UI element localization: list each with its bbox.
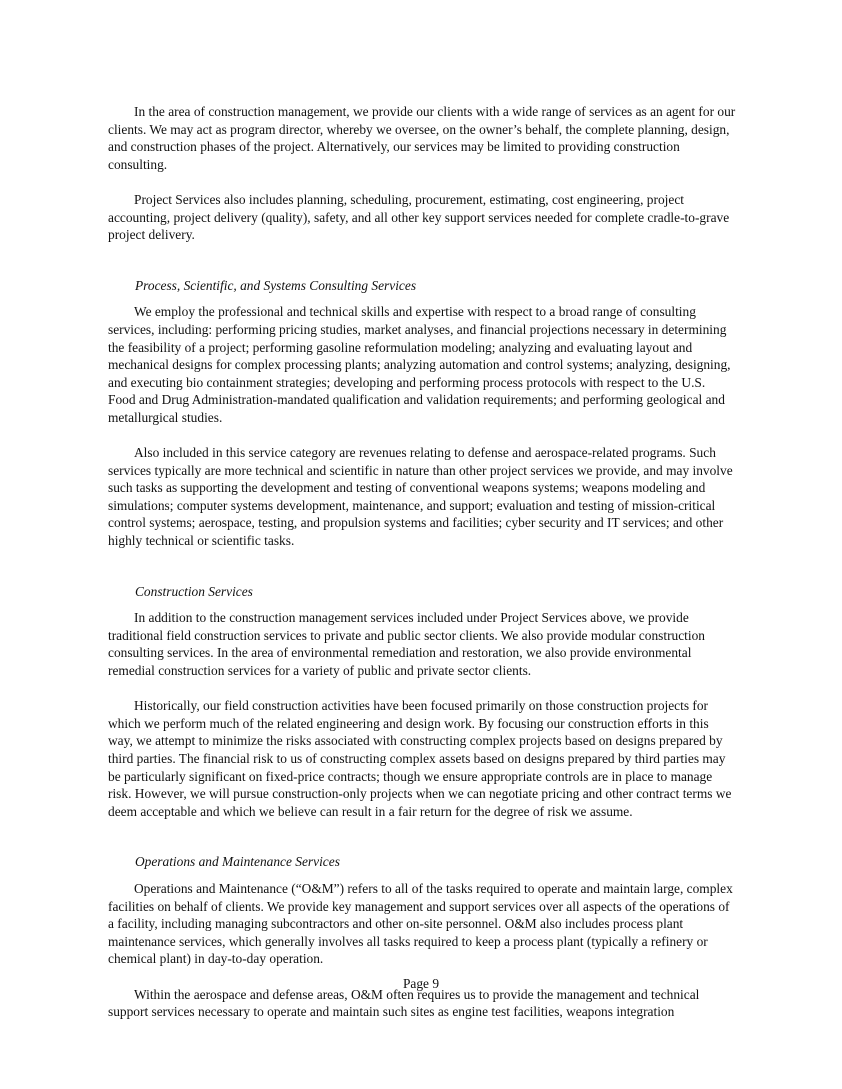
consulting-paragraph-2: Also included in this service category are revenues relating to defense and aerospace-related programs. Such services typically are more technical and scientific in nature than other project services we provide, and may involve such tasks as supporting the development and testing of conventional weapons systems; weapons modeling and simulations; computer systems development, maintenance, and support; evaluation and testing of mission-critical control systems; aerospace, testing, and propulsion systems and facilities; cyber security and IT services; and other highly technical or scientific tasks. xyxy=(108,445,733,549)
construction-paragraph-2: Historically, our field construction activities have been focused primarily on those construction projects for which we perform much of the related engineering and design work. By focusing our construction efforts in this way, we attempt to minimize the risks associated with constructing complex projects based on designs prepared by third parties. The financial risk to us of constructing complex assets based on designs prepared by third parties may be particularly significant on fixed-price contracts; though we ensure appropriate controls are in place to manage risk. However, we will pursue construction-only projects when we can negotiate pricing and other contract terms we deem acceptable and which we believe can result in a fair return for the degree of risk we assume. xyxy=(108,698,732,819)
page-number: Page 9 xyxy=(402,976,440,991)
document-page xyxy=(108,103,736,1038)
construction-paragraph-1: In addition to the construction management services included under Project Services above, we provide traditional field construction services to private and public sector clients. We also provide modular construction consulting services. In the area of environmental remediation and restoration, we also provide environmental remedial construction services for a variety of public and private sector clients. xyxy=(108,610,705,679)
section-heading-operations: Operations and Maintenance Services xyxy=(135,854,340,870)
operations-paragraph-1: Operations and Maintenance (“O&M”) refers to all of the tasks required to operate and maintain large, complex facilities on behalf of clients. We provide key management and support services over all aspects of the operations of a facility, including managing subcontractors and other on-site personnel. O&M also includes process plant maintenance services, which generally involves all tasks required to keep a process plant (typically a refinery or chemical plant) in day-to-day operation. xyxy=(108,880,733,967)
section-heading-construction: Construction Services xyxy=(135,583,253,599)
operations-paragraph-2: Within the aerospace and defense areas, O&M often requires us to provide the management and technical support services necessary to operate and maintain such sites as engine test facilities, weapons integration xyxy=(108,986,700,1020)
intro-paragraph-2: Project Services also includes planning, scheduling, procurement, estimating, cost engineering, project accounting, project delivery (quality), safety, and all other key support services needed for complete cradle-to-grave project delivery. xyxy=(108,191,730,243)
section-heading-consulting: Process, Scientific, and Systems Consulting Services xyxy=(135,277,417,293)
consulting-paragraph-1: We employ the professional and technical skills and expertise with respect to a broad range of consulting services, including: performing pricing studies, market analyses, and financial projections necessary in determining the feasibility of a project; performing gasoline reformulation modeling; analyzing and evaluating layout and mechanical designs for complex processing plants; analyzing automation and control systems; analyzing, designing, and executing bio containment strategies; developing and performing process protocols with respect to the U.S. Food and Drug Administration-mandated qualification and validation requirements; and performing geological and metallurgical studies. xyxy=(108,304,731,425)
intro-paragraph-1: In the area of construction management, we provide our clients with a wide range of services as an agent for our clients. We may act as program director, whereby we oversee, on the owner’s behalf, the complete planning, design, and construction phases of the project. Alternatively, our services may be limited to providing construction consulting. xyxy=(108,104,736,172)
